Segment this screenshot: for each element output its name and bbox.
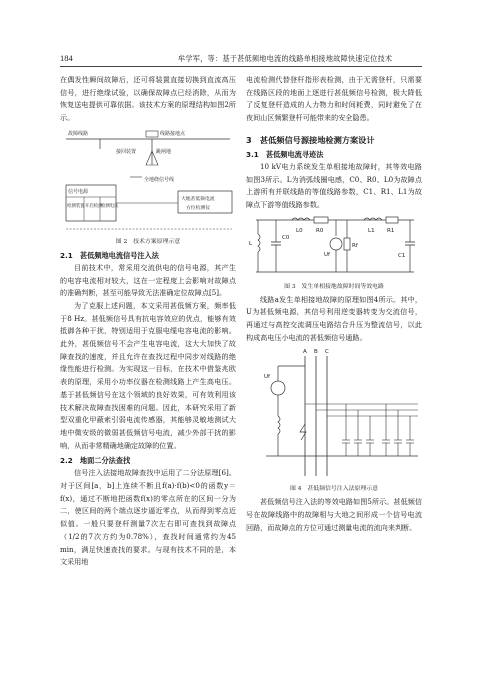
fig3-label-r0: R0 [316,227,324,234]
paragraph-final: 甚低频信号注入法的等效电路如图5所示。甚低频信号在故障线路中的故障相与大地之间形成一个信号电流回路，而故障点的方位可通过测量电流的流向来判断。 [246,497,422,532]
paragraph-fig4-intro: 线路a发生单相接地故障的原理如图4所示。其中，U为甚低频电源，其信号利用逆变器转变为交流信号，再通过与高控交流调压电路结合升压为整流信号，以此构成高电压小电流的甚低频信号通路。 [246,294,422,342]
section-2-2-heading: 2.2 地面二分法查找 [60,456,131,466]
running-header [60,52,422,67]
fig2-label-ground-current: 大地甚低频电流 [181,196,215,202]
fig2-label-ground-point: 线路接地点 [160,130,186,137]
fig4-label-b: B [314,349,318,356]
fig3-label-c0: C0 [282,234,290,241]
fig2-label-fault-line: 故障线路 [68,130,89,137]
fig3-label-c1: C1 [398,252,406,259]
paragraph-2-1-b: 为了克服上述问题，本文采用甚低频方案，频率低于8 Hz。甚低频信号具有抗电容效应的优点，能够有效抵御各种干扰，特别适用于克服电缆电容电流的影响。此外，甚低频信号不会产生电容电流，这大大加快了故障查找的速度，并且允许在查找过程中同步对线路的绝缘性能进行检测。为实现这一目标，在技术中借鉴兆欧表的原理，采用小功率仪器在检测线路上产生高电压。基于甚低频信号在这个领域的良好效果，可有效利用该技术解决故障查找困难的问题。因此，本研究采用了新型双重化甲蔽索引弱电流传感器，其能够灵敏地测试大地中微安级的微弱甚低频信号电流，减少外部干扰的影响，从而非常精确地确定故障的位置。 [60,300,236,450]
fig3-label-rf: Rf [352,242,358,249]
paragraph-2-1-a: 目前技术中，常采用交流供电的信号电源，其产生的电容电流相对较大，这在一定程度上会影响对故障点的准确判断，甚至可能导致无法准确定位故障点[5]。 [60,262,236,298]
fig3-label-l1: L1 [368,227,375,234]
fig3-label-uf: Uf [324,251,330,258]
section-2-1-heading: 2.1 甚低频地电流信号注入法 [60,250,159,260]
section-3-1-heading: 3.1 甚低频电流寻迹法 [246,149,324,159]
fig2-label-loop: 接回装置 [116,148,137,155]
figure-2-diagram [60,125,236,237]
paragraph-intro: 在偶发性瞬间故障后，还可将装置直接切换到直流高压信号，进行绝缘试验，以确保故障点已经消除，从而为恢复送电提供可靠依据。该技术方案的原理结构如图2所示。 [60,75,236,123]
paragraph-2-2: 信号注入法接地故障查找中运用了二分法原理[6]。对于区间[a，b]上连续不断且f(a)·f(b)<0的函数y＝f(x)，通过不断地把函数f(x)的零点所在的区间一分为二，使区间的两个端点逐步逼近零点，从而得到零点近似值。一般只要登杆测量7次左右即可查找到故障点（1/2的7次方约为0.78%），查找时间通常约为45 min，满足快速查找的要求。与现有技术不同的是，本文采用地 [60,468,236,567]
figure-4-caption: 图 4 甚低频信号注入法原理示意 [289,486,379,493]
right-column [246,74,422,535]
figure-3-caption: 图 3 发生单相接地故障时间等效电路 [284,283,384,290]
section-3-heading: 3 甚低频信号源接地检测方案设计 [246,134,375,145]
running-title: 牟学军，等：基于甚低频地电流的线路单相接地故障快速定位技术 [178,54,393,63]
fig2-label-detector: 全地绕信号线 [144,176,175,183]
page-number: 184 [60,53,73,63]
paragraph-continuation: 电流检测代替登杆指形表检测，由于无需登杆，只需要在线路区段的地面上逐进行甚低频信号检测，极大降低了反复登杆造成的人力物力和时间耗费，同时避免了在夜间山区频繁登杆可能带来的安全隐患。 [246,75,422,123]
fig2-label-trip: 跳闸地 [156,148,172,155]
fig3-label-r1: R1 [387,227,395,234]
fig3-label-l0: L0 [296,227,303,234]
figure-4-diagram [246,344,422,484]
fig4-label-c: C [325,349,329,356]
fig3-label-l: L [249,240,253,247]
fig2-label-detect-device: 检测装置 [67,203,85,209]
fig2-label-detect-voltage: 检测电压 [101,203,119,209]
left-column [60,74,236,569]
fig4-label-a: A [303,349,307,356]
fig2-label-direction-meter: 方位检测仪 [186,205,210,211]
figure-3-circuit [246,212,422,282]
figure-2-caption: 图 2 技术方案原理示意 [115,238,181,245]
fig2-label-start-detect: 开启检测 [85,203,103,209]
fig2-label-signal-source: 信号电源 [68,188,89,195]
fig4-label-source: Uf [264,374,270,381]
paragraph-3-1: 10 kV电力系统发生单相接地故障时，其等效电路如图3所示。L为消弧线圈电感，C0、R0、L0为故障点上游所有并联线路的等值线路参数，C1、R1、L1为故障点下游等值线路参数。 [246,161,422,209]
